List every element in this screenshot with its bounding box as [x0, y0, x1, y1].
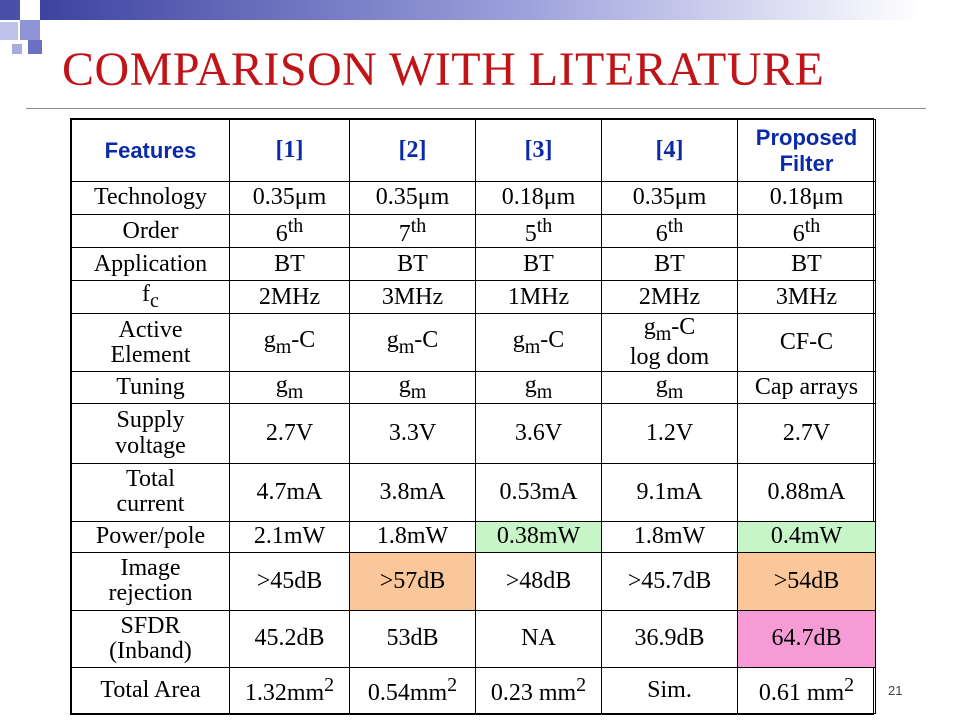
value-cell: 64.7dB — [738, 610, 876, 668]
value-cell: Sim. — [602, 668, 738, 714]
value-cell: $g_m$ — [476, 372, 602, 404]
value-cell: 0.35μm — [602, 182, 738, 215]
value-cell: >57dB — [350, 552, 476, 610]
value-cell: 2MHz — [602, 281, 738, 314]
comparison-table — [71, 119, 876, 714]
value-cell: 2MHz — [230, 281, 350, 314]
header-cell: Proposed Filter — [738, 120, 876, 182]
value-cell: 0.18μm — [738, 182, 876, 215]
table-row — [72, 463, 876, 521]
value-cell: $g_m-C$ — [350, 314, 476, 372]
value-cell: 0.38mW — [476, 521, 602, 552]
value-cell: 3.3V — [350, 404, 476, 464]
table-row — [72, 552, 876, 610]
feature-cell: Supply voltage — [72, 404, 230, 464]
value-cell: 3MHz — [738, 281, 876, 314]
decor-square — [0, 22, 18, 40]
decor-square — [12, 44, 22, 54]
value-cell: 0.35μm — [350, 182, 476, 215]
value-cell: 0.23 $mm^2$ — [476, 668, 602, 714]
header-cell: [4] — [602, 120, 738, 182]
comparison-table-container — [70, 118, 874, 715]
value-cell: BT — [602, 248, 738, 281]
value-cell: 9.1mA — [602, 463, 738, 521]
value-cell: 0.18μm — [476, 182, 602, 215]
value-cell: >45dB — [230, 552, 350, 610]
table-row — [72, 182, 876, 215]
value-cell: 4.7mA — [230, 463, 350, 521]
value-cell: $g_m-C$ — [476, 314, 602, 372]
feature-cell: Active Element — [72, 314, 230, 372]
header-gradient-bar — [40, 0, 920, 20]
value-cell: >54dB — [738, 552, 876, 610]
feature-cell: Total Area — [72, 668, 230, 714]
value-cell: $0.54mm^2$ — [350, 668, 476, 714]
table-body — [72, 182, 876, 714]
value-cell: 1.8mW — [602, 521, 738, 552]
value-cell: NA — [476, 610, 602, 668]
value-cell: BT — [738, 248, 876, 281]
value-cell: 6th — [738, 215, 876, 248]
page-number: 21 — [888, 683, 903, 698]
value-cell: $1.32mm^2$ — [230, 668, 350, 714]
value-cell: 53dB — [350, 610, 476, 668]
table-row — [72, 314, 876, 372]
feature-cell: Power/pole — [72, 521, 230, 552]
value-cell: $g_m-C$ — [230, 314, 350, 372]
value-cell: BT — [230, 248, 350, 281]
feature-cell: Tuning — [72, 372, 230, 404]
value-cell: 2.7V — [230, 404, 350, 464]
feature-cell: Total current — [72, 463, 230, 521]
value-cell: 45.2dB — [230, 610, 350, 668]
value-cell: $g_m$ — [602, 372, 738, 404]
table-row — [72, 404, 876, 464]
value-cell: 2.7V — [738, 404, 876, 464]
value-cell: 0.61 $mm^2$ — [738, 668, 876, 714]
table-header-row — [72, 120, 876, 182]
value-cell: 3.6V — [476, 404, 602, 464]
value-cell: CF-C — [738, 314, 876, 372]
value-cell: BT — [350, 248, 476, 281]
value-cell: 1MHz — [476, 281, 602, 314]
table-row — [72, 281, 876, 314]
value-cell: 0.88mA — [738, 463, 876, 521]
value-cell: >48dB — [476, 552, 602, 610]
table-row — [72, 521, 876, 552]
value-cell: 2.1mW — [230, 521, 350, 552]
header-cell: [1] — [230, 120, 350, 182]
decor-square — [20, 20, 40, 40]
value-cell: 1.2V — [602, 404, 738, 464]
header-cell: Features — [72, 120, 230, 182]
value-cell: 5th — [476, 215, 602, 248]
table-row — [72, 215, 876, 248]
value-cell: BT — [476, 248, 602, 281]
value-cell: 6th — [602, 215, 738, 248]
slide-title: COMPARISON WITH LITERATURE — [62, 43, 825, 96]
value-cell: 6th — [230, 215, 350, 248]
value-cell: >45.7dB — [602, 552, 738, 610]
title-divider — [26, 108, 926, 109]
value-cell: 36.9dB — [602, 610, 738, 668]
feature-cell: SFDR (Inband) — [72, 610, 230, 668]
value-cell: $g_m-C$ log dom — [602, 314, 738, 372]
value-cell: 0.35μm — [230, 182, 350, 215]
feature-cell: Application — [72, 248, 230, 281]
table-row — [72, 248, 876, 281]
value-cell: Cap arrays — [738, 372, 876, 404]
value-cell: 3MHz — [350, 281, 476, 314]
value-cell: 3.8mA — [350, 463, 476, 521]
value-cell: 0.53mA — [476, 463, 602, 521]
decor-square — [0, 0, 20, 20]
feature-cell: Image rejection — [72, 552, 230, 610]
table-row — [72, 668, 876, 714]
value-cell: 1.8mW — [350, 521, 476, 552]
value-cell: $g_m$ — [350, 372, 476, 404]
value-cell: $g_m$ — [230, 372, 350, 404]
header-cell: [2] — [350, 120, 476, 182]
value-cell: 7th — [350, 215, 476, 248]
header-cell: [3] — [476, 120, 602, 182]
table-row — [72, 610, 876, 668]
feature-cell: Order — [72, 215, 230, 248]
decor-square — [28, 40, 42, 54]
feature-cell: $f_c$ — [72, 281, 230, 314]
table-row — [72, 372, 876, 404]
feature-cell: Technology — [72, 182, 230, 215]
value-cell: 0.4mW — [738, 521, 876, 552]
